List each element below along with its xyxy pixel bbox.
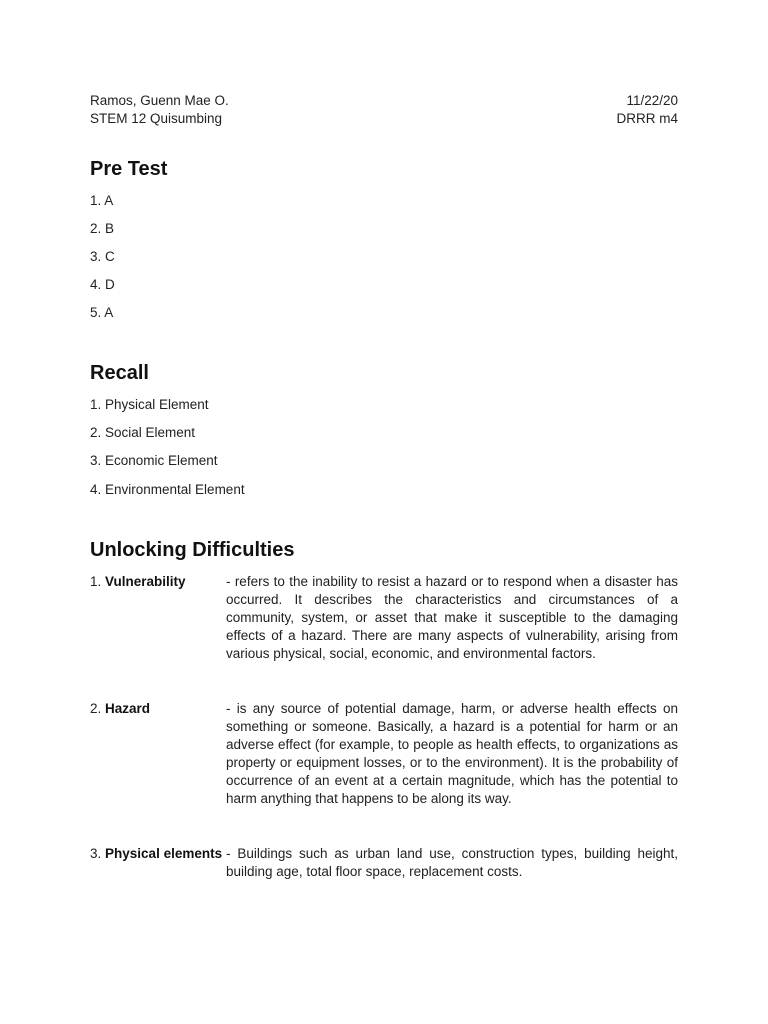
recall-item: 1. Physical Element xyxy=(90,397,209,412)
term-label xyxy=(90,700,150,718)
term-number: 1. xyxy=(90,574,102,589)
pretest-heading: Pre Test xyxy=(90,158,168,180)
unlocking-heading: Unlocking Difficulties xyxy=(90,539,295,561)
section: STEM 12 Quisumbing xyxy=(90,111,223,126)
pretest-item: 1. A xyxy=(90,193,114,208)
recall-heading: Recall xyxy=(90,362,149,384)
term-definition: - is any source of potential damage, harm, or adverse health effects on something or someone. Basically, a hazard is a potential for harm or an adverse effect (for example, to people as health effects, to organizations as property or equipment losses, or to the environment). It is the probability of occurrence of an event at a certain magnitude, which has the potential to harm anything that happens to be along its way. xyxy=(226,701,678,806)
term-name: Physical elements xyxy=(105,846,223,861)
term-definition: - refers to the inability to resist a hazard or to respond when a disaster has occurred. It describes the characteristics and circumstances of a community, system, or asset that make it susceptible to the damaging effects of a hazard. There are many aspects of vulnerability, arising from various physical, social, economic, and environmental factors. xyxy=(226,574,678,661)
recall-item: 4. Environmental Element xyxy=(90,482,245,497)
term-label xyxy=(90,573,186,591)
term-name: Vulnerability xyxy=(105,574,186,589)
subject: DRRR m4 xyxy=(616,111,678,126)
pretest-item: 5. A xyxy=(90,305,114,320)
student-name: Ramos, Guenn Mae O. xyxy=(90,93,229,108)
term-label xyxy=(90,845,222,863)
recall-item: 2. Social Element xyxy=(90,425,196,440)
term-name: Hazard xyxy=(105,701,151,716)
pretest-item: 2. B xyxy=(90,221,115,236)
date: 11/22/20 xyxy=(626,93,678,108)
recall-item: 3. Economic Element xyxy=(90,453,218,468)
term-number: 3. xyxy=(90,846,102,861)
term-definition: - Buildings such as urban land use, construction types, building height, building age, total floor space, replacement costs. xyxy=(226,846,678,879)
pretest-item: 3. C xyxy=(90,249,115,264)
pretest-item: 4. D xyxy=(90,277,115,292)
term-number: 2. xyxy=(90,701,102,716)
